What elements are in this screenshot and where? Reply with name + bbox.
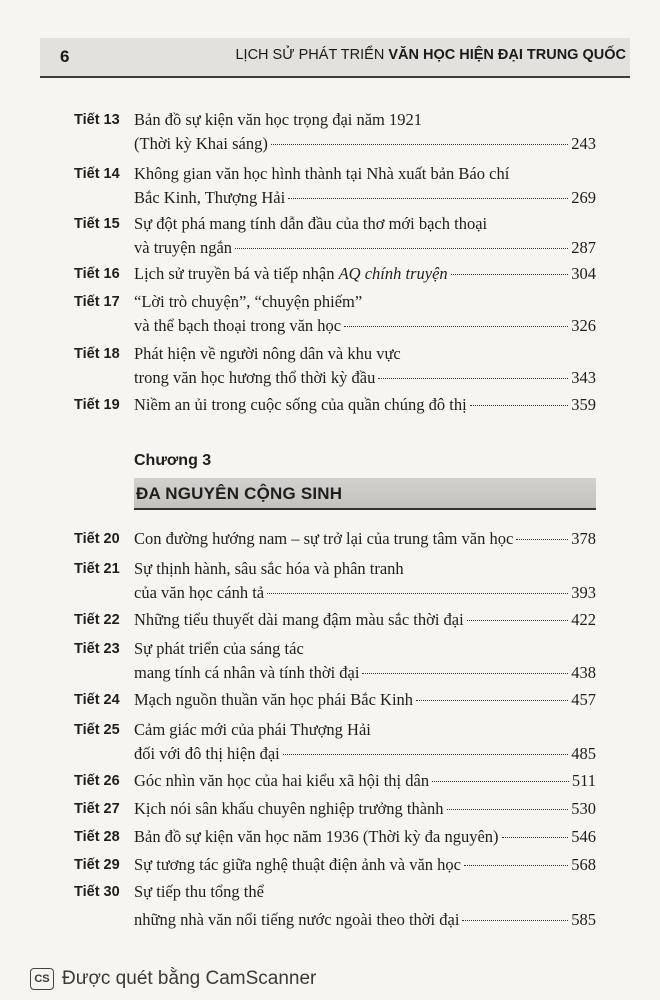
entry-text: đối với đô thị hiện đại xyxy=(134,744,280,763)
dot-leader xyxy=(467,620,569,621)
entry-text: Những tiểu thuyết dài mang đậm màu sắc thời đại xyxy=(134,610,464,629)
dot-leader xyxy=(502,837,569,838)
entry-last-line xyxy=(134,186,596,210)
entry-last-line xyxy=(134,853,596,877)
page-ref: 343 xyxy=(571,368,596,387)
page-ref: 530 xyxy=(571,799,596,818)
entry-label: Tiết 18 xyxy=(74,346,120,362)
toc-entry-16 xyxy=(74,262,596,286)
dot-leader xyxy=(447,809,569,810)
toc-entry-23 xyxy=(74,637,596,685)
scanner-watermark xyxy=(30,968,316,990)
entry-last-line xyxy=(134,825,596,849)
entry-line xyxy=(134,557,596,581)
entry-text: Phát hiện về người nông dân và khu vực xyxy=(134,344,401,363)
page-ref: 585 xyxy=(571,910,596,929)
entry-label: Tiết 13 xyxy=(74,112,120,128)
entry-text: Niềm an ủi trong cuộc sống của quần chúng đô thị xyxy=(134,395,467,414)
toc-entry-15 xyxy=(74,212,596,260)
toc-entry-25 xyxy=(74,718,596,766)
entry-last-line xyxy=(134,366,596,390)
toc-entry-20 xyxy=(74,527,596,551)
page-ref: 485 xyxy=(571,744,596,763)
entry-line xyxy=(134,212,596,236)
watermark-text: Được quét bằng CamScanner xyxy=(62,968,317,989)
chapter-label: Chương 3 xyxy=(134,452,212,469)
entry-text: và thể bạch thoại trong văn học xyxy=(134,316,342,335)
page-ref: 393 xyxy=(571,583,596,602)
entry-text: Góc nhìn văn học của hai kiểu xã hội thị dân xyxy=(134,771,430,790)
toc-entry-29 xyxy=(74,853,596,877)
entry-text xyxy=(134,262,448,286)
entry-text: (Thời kỳ Khai sáng) xyxy=(134,134,268,153)
entry-last-line xyxy=(134,314,596,338)
dot-leader xyxy=(432,781,569,782)
page-ref: 546 xyxy=(571,827,596,846)
entry-last-line xyxy=(134,236,596,260)
toc-entry-30 xyxy=(74,880,596,928)
entry-label: Tiết 28 xyxy=(74,829,120,845)
entry-line xyxy=(134,108,596,132)
entry-text: Sự phát triển của sáng tác xyxy=(134,639,304,658)
entry-last-line xyxy=(134,393,596,417)
entry-last-line xyxy=(134,527,596,551)
entry-text-plain: Lịch sử truyền bá và tiếp nhận xyxy=(134,264,339,283)
entry-label: Tiết 27 xyxy=(74,801,120,817)
entry-text: Sự tương tác giữa nghệ thuật điện ảnh và văn học xyxy=(134,855,461,874)
work-title-italic: AQ chính truyện xyxy=(338,264,448,283)
toc-entry-22 xyxy=(74,608,596,632)
dot-leader xyxy=(283,754,568,755)
page-ref: 378 xyxy=(571,529,596,548)
entry-text: trong văn học hương thổ thời kỳ đầu xyxy=(134,368,376,387)
page-ref: 438 xyxy=(571,663,596,682)
entry-text: Con đường hướng nam – sự trở lại của trung tâm văn học xyxy=(134,529,514,548)
page-ref: 243 xyxy=(571,134,596,153)
entry-label: Tiết 29 xyxy=(74,857,120,873)
entry-text: Không gian văn học hình thành tại Nhà xuất bản Báo chí xyxy=(134,164,510,183)
entry-label: Tiết 17 xyxy=(74,294,120,310)
entry-label: Tiết 26 xyxy=(74,773,120,789)
entry-label: Tiết 15 xyxy=(74,216,120,232)
entry-last-line xyxy=(134,661,596,685)
entry-text: Sự tiếp thu tổng thể xyxy=(134,882,264,901)
dot-leader xyxy=(362,673,568,674)
dot-leader xyxy=(271,144,568,145)
toc-entry-18 xyxy=(74,342,596,390)
dot-leader xyxy=(235,248,568,249)
entry-label: Tiết 14 xyxy=(74,166,120,182)
toc-entry-19 xyxy=(74,393,596,417)
entry-line xyxy=(134,290,596,314)
chapter-title-bar xyxy=(134,478,596,510)
entry-last-line xyxy=(134,581,596,605)
entry-line xyxy=(134,880,596,904)
entry-text: những nhà văn nổi tiếng nước ngoài theo thời đại xyxy=(134,910,460,929)
page-ref: 511 xyxy=(571,771,596,790)
entry-label: Tiết 24 xyxy=(74,692,120,708)
camscanner-logo-icon: CS xyxy=(30,968,54,990)
entry-last-line xyxy=(134,608,596,632)
entry-label: Tiết 23 xyxy=(74,641,120,657)
dot-leader xyxy=(344,326,568,327)
dot-leader xyxy=(288,198,568,199)
entry-label: Tiết 30 xyxy=(74,884,120,900)
entry-last-line xyxy=(134,769,596,793)
entry-last-line xyxy=(134,797,596,821)
entry-last-line xyxy=(134,688,596,712)
page-ref: 422 xyxy=(571,610,596,629)
entry-label: Tiết 19 xyxy=(74,397,120,413)
page-ref: 359 xyxy=(571,395,596,414)
book-title-bold: VĂN HỌC HIỆN ĐẠI TRUNG QUỐC xyxy=(388,47,626,63)
entry-text: Sự thịnh hành, sâu sắc hóa và phân tranh xyxy=(134,559,404,578)
page-number: 6 xyxy=(60,47,70,66)
book-title xyxy=(235,47,626,63)
toc-entry-28 xyxy=(74,825,596,849)
entry-label: Tiết 16 xyxy=(74,266,120,282)
dot-leader xyxy=(416,700,568,701)
dot-leader xyxy=(451,274,569,275)
entry-label: Tiết 21 xyxy=(74,561,120,577)
toc-entry-26 xyxy=(74,769,596,793)
entry-text: và truyện ngắn xyxy=(134,238,233,257)
entry-text: Bắc Kinh, Thượng Hải xyxy=(134,188,286,207)
toc-entry-14 xyxy=(74,162,596,210)
entry-text: Cảm giác mới của phái Thượng Hải xyxy=(134,720,371,739)
page-ref: 457 xyxy=(571,690,596,709)
entry-label: Tiết 22 xyxy=(74,612,120,628)
toc-entry-27 xyxy=(74,797,596,821)
entry-line xyxy=(134,718,596,742)
chapter-title: ĐA NGUYÊN CỘNG SINH xyxy=(136,484,343,503)
dot-leader xyxy=(378,378,568,379)
entry-last-line xyxy=(134,262,596,286)
running-header xyxy=(40,38,630,78)
entry-last-line xyxy=(134,908,596,932)
entry-last-line xyxy=(134,742,596,766)
page-ref: 287 xyxy=(571,238,596,257)
entry-last-line xyxy=(134,132,596,156)
page-ref: 568 xyxy=(571,855,596,874)
dot-leader xyxy=(267,593,568,594)
entry-text: Sự đột phá mang tính dẫn đầu của thơ mới bạch thoại xyxy=(134,214,488,233)
dot-leader xyxy=(462,920,568,921)
dot-leader xyxy=(516,539,568,540)
toc-entry-17 xyxy=(74,290,596,338)
entry-label: Tiết 25 xyxy=(74,722,120,738)
toc-entry-21 xyxy=(74,557,596,605)
dot-leader xyxy=(470,405,569,406)
entry-text: Mạch nguồn thuần văn học phái Bắc Kinh xyxy=(134,690,414,709)
entry-line xyxy=(134,162,596,186)
entry-text: Bản đồ sự kiện văn học trọng đại năm 1921 xyxy=(134,110,423,129)
book-title-plain: LỊCH SỬ PHÁT TRIỂN xyxy=(235,47,389,63)
toc-entry-24 xyxy=(74,688,596,712)
page-ref: 304 xyxy=(571,264,596,283)
entry-text: Kịch nói sân khấu chuyên nghiệp trưởng thành xyxy=(134,799,444,818)
page-ref: 269 xyxy=(571,188,596,207)
entry-text: mang tính cá nhân và tính thời đại xyxy=(134,663,360,682)
entry-text: “Lời trò chuyện”, “chuyện phiếm” xyxy=(134,292,363,311)
toc-entry-13 xyxy=(74,108,596,156)
entry-text: của văn học cánh tả xyxy=(134,583,265,602)
dot-leader xyxy=(464,865,568,866)
entry-text: Bản đồ sự kiện văn học năm 1936 (Thời kỳ đa nguyên) xyxy=(134,827,499,846)
entry-label: Tiết 20 xyxy=(74,531,120,547)
page-ref: 326 xyxy=(571,316,596,335)
entry-line xyxy=(134,342,596,366)
entry-line xyxy=(134,637,596,661)
